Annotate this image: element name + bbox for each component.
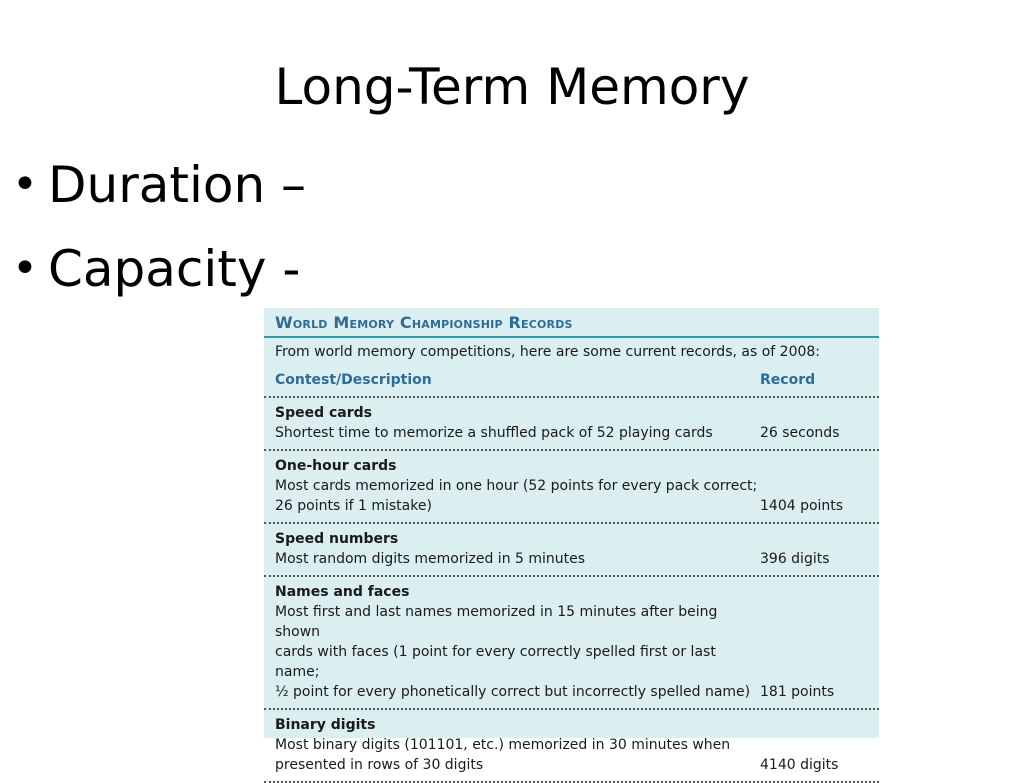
bullet-text: Capacity - xyxy=(48,240,301,298)
bullet-list xyxy=(12,155,306,323)
table-row xyxy=(264,524,879,577)
contest-description: Most cards memorized in one hour (52 points for every pack correct; 26 points if 1 mistake) xyxy=(275,478,758,514)
record-value: 1404 points xyxy=(760,498,844,514)
contest-description: Most random digits memorized in 5 minutes xyxy=(275,551,586,567)
contest-name: One-hour cards xyxy=(275,458,397,474)
table-row xyxy=(264,451,879,524)
record-value: 26 seconds xyxy=(760,425,840,441)
row-description-cell xyxy=(275,456,760,516)
bullet-dot-icon: • xyxy=(12,159,38,210)
row-description-cell xyxy=(275,403,760,443)
records-table-intro: From world memory competitions, here are some current records, as of 2008: xyxy=(275,344,821,360)
records-table-header xyxy=(264,364,879,398)
record-value: 4140 digits xyxy=(760,757,839,773)
bullet-item-duration xyxy=(12,155,306,215)
row-description-cell xyxy=(275,529,760,569)
contest-description: Most binary digits (101101, etc.) memorized in 30 minutes when presented in rows of 30 digits xyxy=(275,737,731,773)
records-table xyxy=(264,308,879,773)
table-row xyxy=(264,577,879,710)
record-value: 181 points xyxy=(760,684,835,700)
record-value: 396 digits xyxy=(760,551,830,567)
table-row xyxy=(264,710,879,783)
bullet-dot-icon: • xyxy=(12,243,38,294)
records-table-title: World Memory Championship Records xyxy=(264,308,879,338)
contest-description: Shortest time to memorize a shuffled pack of 52 playing cards xyxy=(275,425,713,441)
contest-name: Speed cards xyxy=(275,405,372,421)
bullet-item-capacity xyxy=(12,239,306,299)
contest-description: Most first and last names memorized in 15 minutes after being shown cards with faces (1 point for every correctly spelled first or last name; ½ point for every phonetically correct but incorrectly spelled name) xyxy=(275,604,751,700)
slide-title: Long-Term Memory xyxy=(274,58,750,116)
row-description-cell xyxy=(275,715,760,775)
column-header-record: Record xyxy=(760,372,816,388)
column-header-contest: Contest/Description xyxy=(275,372,432,388)
bullet-text: Duration – xyxy=(48,156,307,214)
contest-name: Speed numbers xyxy=(275,531,399,547)
contest-name: Names and faces xyxy=(275,584,410,600)
row-description-cell xyxy=(275,582,760,702)
table-row xyxy=(264,398,879,451)
contest-name: Binary digits xyxy=(275,717,376,733)
